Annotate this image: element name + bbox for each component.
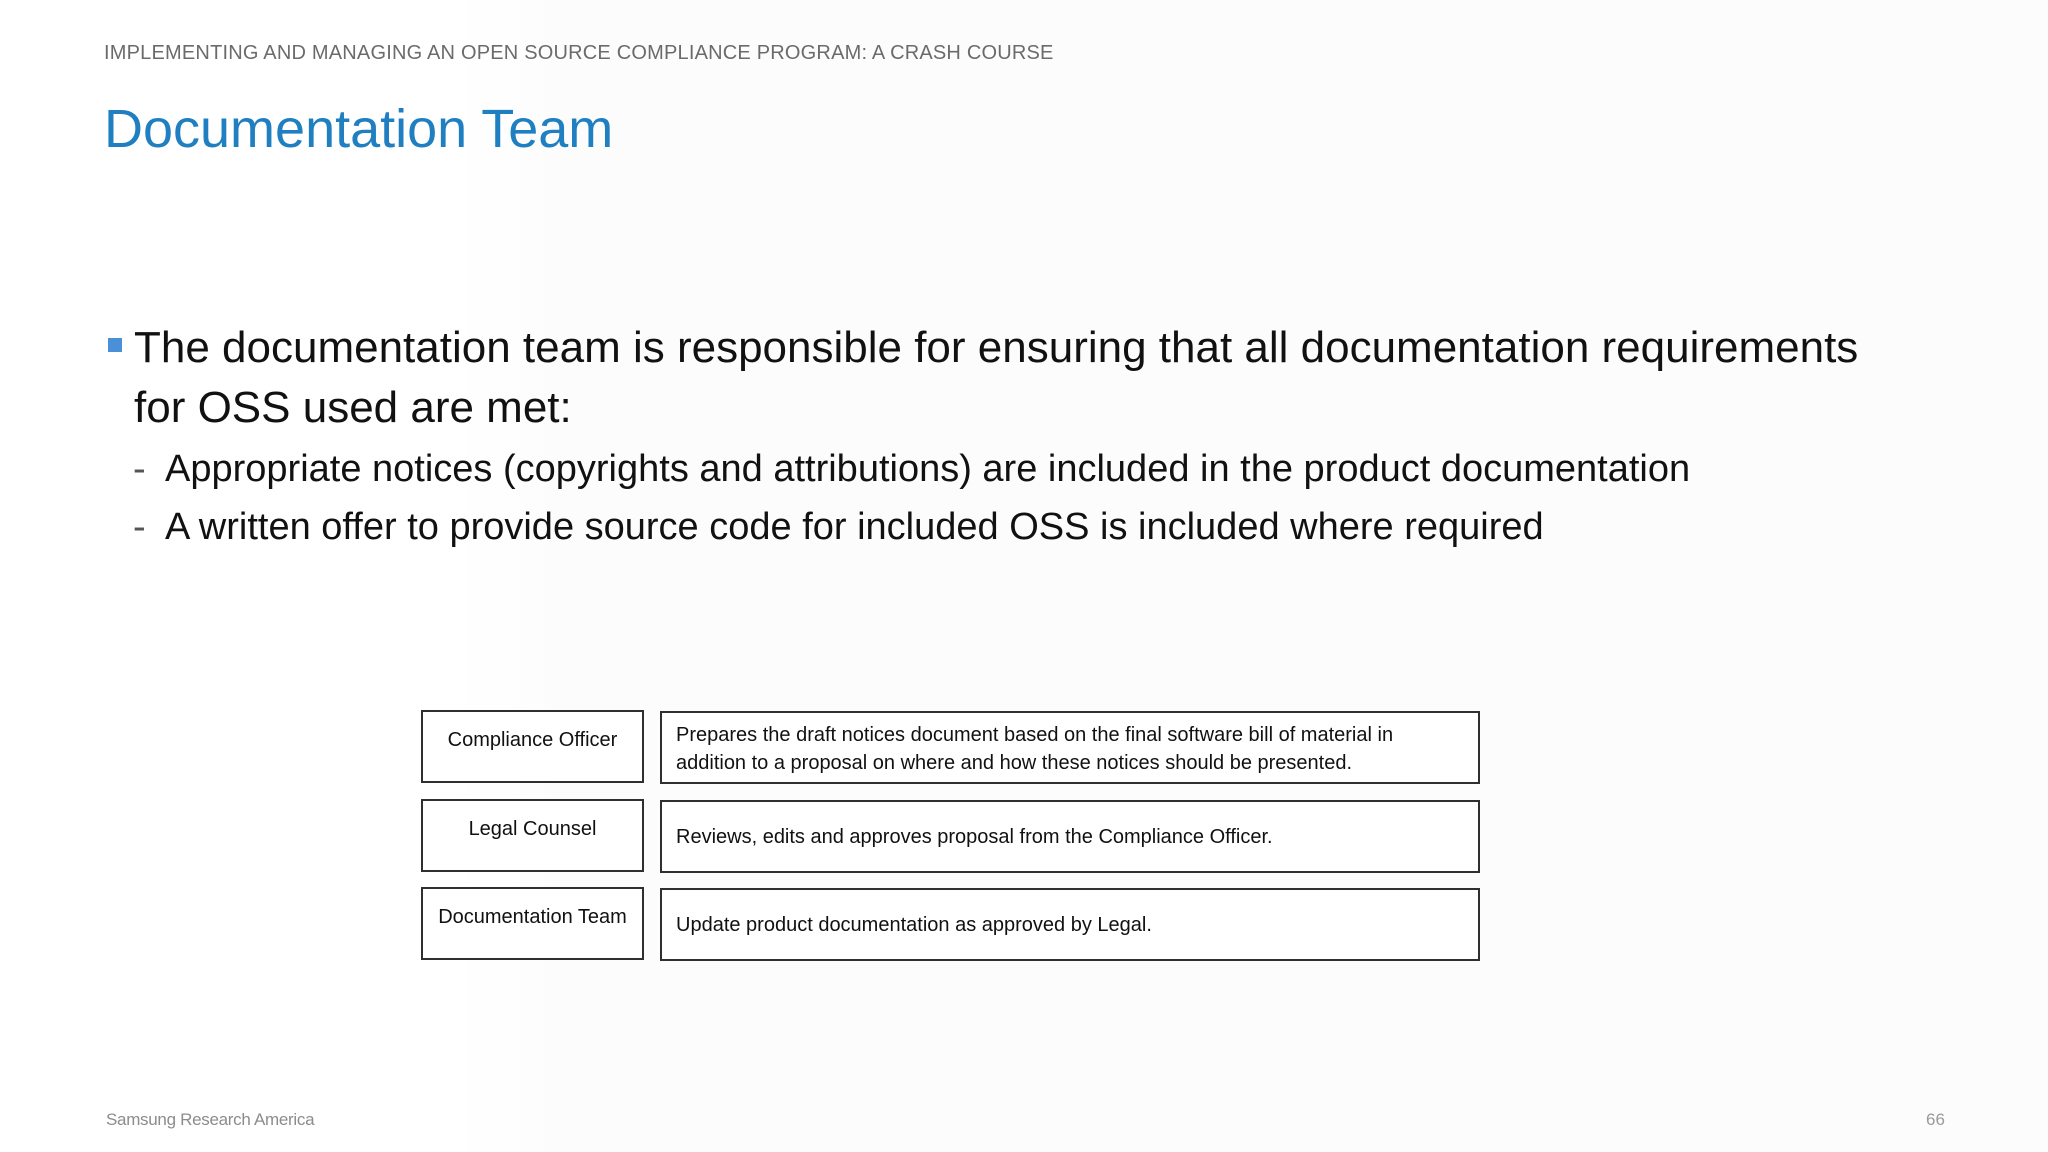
course-header: IMPLEMENTING AND MANAGING AN OPEN SOURCE COMPLIANCE PROGRAM: A CRASH COURSE <box>104 42 1054 64</box>
role-description-compliance-officer <box>660 711 1480 784</box>
slide-title: Documentation Team <box>104 99 614 159</box>
main-bullet-text: The documentation team is responsible for ensuring that all documentation requirements for OSS used are met: <box>134 323 1859 432</box>
dash-bullet-icon: - <box>133 506 146 548</box>
role-label: Documentation Team <box>438 906 627 928</box>
role-box-compliance-officer <box>421 710 644 783</box>
dash-bullet-icon: - <box>133 448 146 490</box>
role-description-documentation-team <box>660 888 1480 961</box>
role-box-legal-counsel <box>421 799 644 872</box>
role-description-text: Prepares the draft notices document based on the final software bill of material in addition to a proposal on where and how these notices should be presented. <box>676 724 1394 774</box>
footer-organization: Samsung Research America <box>106 1110 315 1129</box>
role-label: Compliance Officer <box>447 729 618 751</box>
role-description-text: Update product documentation as approved by Legal. <box>676 913 1152 936</box>
role-description-text: Reviews, edits and approves proposal from the Compliance Officer. <box>676 825 1273 848</box>
page-number: 66 <box>1926 1110 1945 1129</box>
role-box-documentation-team <box>421 887 644 960</box>
sub-bullet <box>104 498 1864 556</box>
main-bullet <box>104 318 1864 438</box>
square-bullet-icon <box>108 338 122 352</box>
role-description-legal-counsel <box>660 800 1480 873</box>
role-label: Legal Counsel <box>468 818 597 840</box>
sub-bullet-text: A written offer to provide source code for included OSS is included where required <box>165 506 1544 548</box>
bullet-list <box>104 318 1864 556</box>
sub-bullet-text: Appropriate notices (copyrights and attributions) are included in the product documentation <box>165 448 1691 490</box>
sub-bullet <box>104 440 1864 498</box>
sub-bullet-list <box>104 440 1864 556</box>
